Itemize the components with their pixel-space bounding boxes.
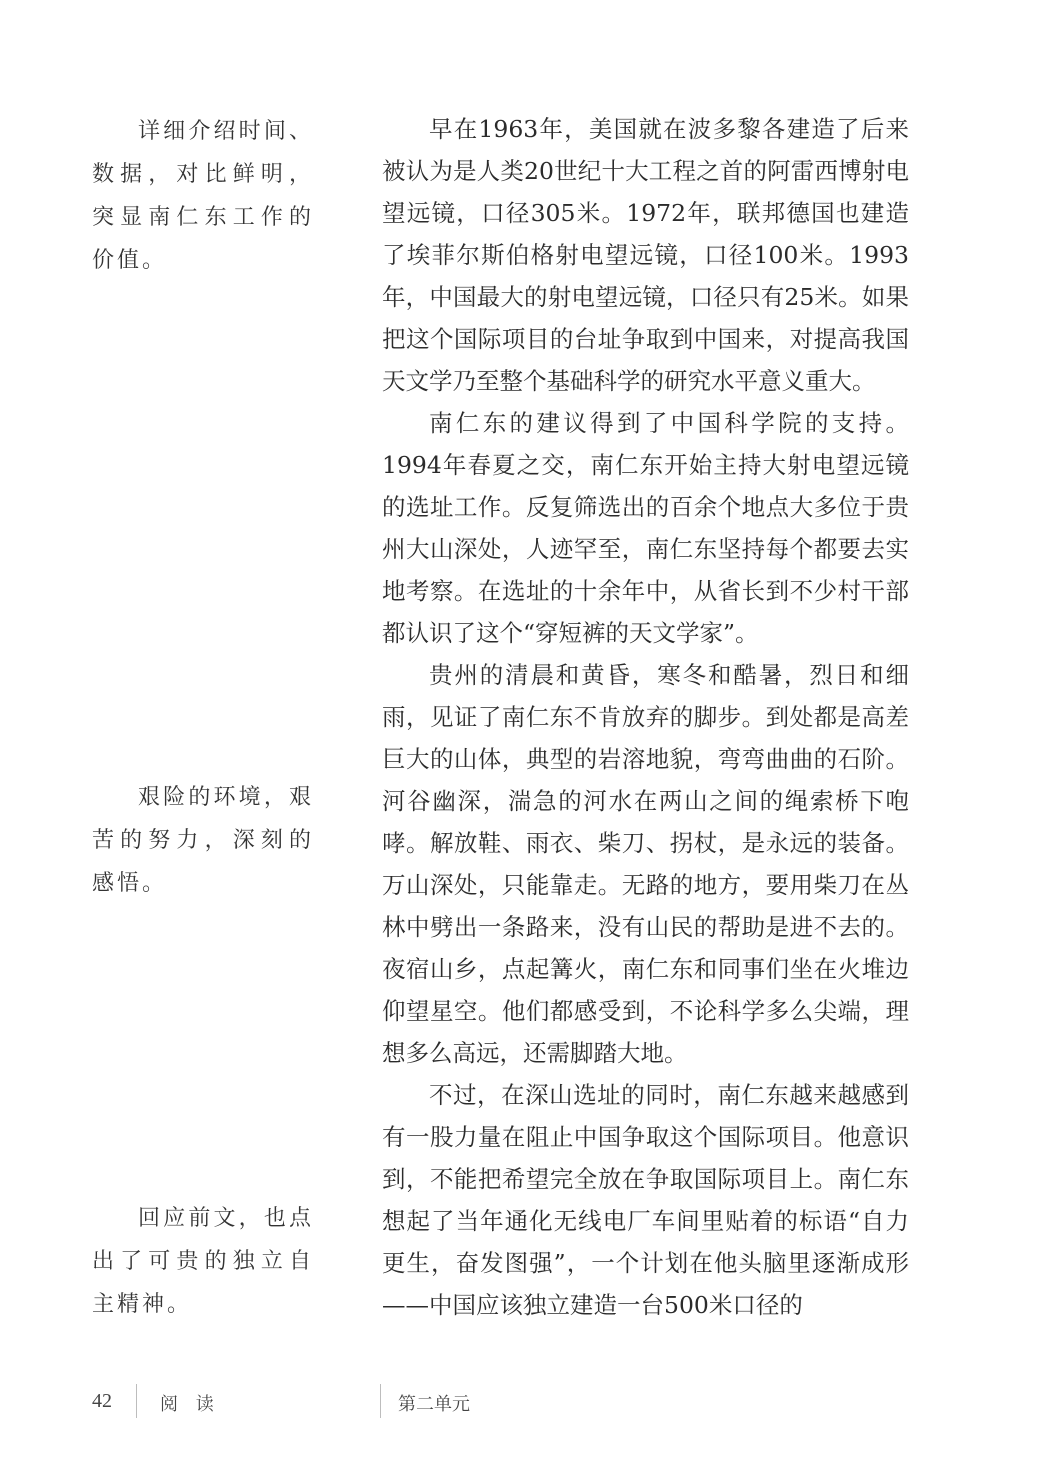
paragraph-1: 早在1963年，美国就在波多黎各建造了后来被认为是人类20世纪十大工程之首的阿雷西博射电望远镜，口径305米。1972年，联邦德国也建造了埃菲尔斯伯格射电望远镜，口径100米。1993年，中国最大的射电望远镜，口径只有25米。如果把这个国际项目的台址争取到中国来，对提高我国天文学乃至整个基础科学的研究水平意义重大。 (382, 115, 909, 395)
section-label: 阅 读 (160, 1394, 220, 1415)
footer-divider (136, 1384, 137, 1418)
margin-note-text: 艰险的环境，艰苦的努力，深刻的感悟。 (92, 785, 314, 896)
margin-note-text: 详细介绍时间、数据，对比鲜明，突显南仁东工作的价值。 (92, 119, 314, 273)
margin-note-3 (92, 1197, 314, 1326)
margin-note-text: 回应前文，也点出了可贵的独立自主精神。 (92, 1206, 314, 1317)
margin-note-2 (92, 776, 314, 905)
page-footer (0, 1384, 1044, 1424)
unit-label: 第二单元 (398, 1394, 470, 1415)
paragraph-2: 南仁东的建议得到了中国科学院的支持。1994年春夏之交，南仁东开始主持大射电望远镜的选址工作。反复筛选出的百余个地点大多位于贵州大山深处，人迹罕至，南仁东坚持每个都要去实地考察。在选址的十余年中，从省长到不少村干部都认识了这个“穿短裤的天文学家”。 (382, 409, 909, 647)
footer-divider (380, 1384, 381, 1418)
paragraph-3: 贵州的清晨和黄昏，寒冬和酷暑，烈日和细雨，见证了南仁东不肯放弃的脚步。到处都是高差巨大的山体，典型的岩溶地貌，弯弯曲曲的石阶。河谷幽深，湍急的河水在两山之间的绳索桥下咆哮。解放鞋、雨衣、柴刀、拐杖，是永远的装备。万山深处，只能靠走。无路的地方，要用柴刀在丛林中劈出一条路来，没有山民的帮助是进不去的。夜宿山乡，点起篝火，南仁东和同事们坐在火堆边仰望星空。他们都感受到，不论科学多么尖端，理想多么高远，还需脚踏大地。 (382, 661, 909, 1067)
main-text (382, 108, 909, 1326)
page-number: 42 (92, 1390, 112, 1412)
paragraph-4: 不过，在深山选址的同时，南仁东越来越感到有一股力量在阻止中国争取这个国际项目。他意识到，不能把希望完全放在争取国际项目上。南仁东想起了当年通化无线电厂车间里贴着的标语“自力更生，奋发图强”，一个计划在他头脑里逐渐成形——中国应该独立建造一台500米口径的 (382, 1081, 909, 1319)
margin-note-1 (92, 110, 314, 282)
